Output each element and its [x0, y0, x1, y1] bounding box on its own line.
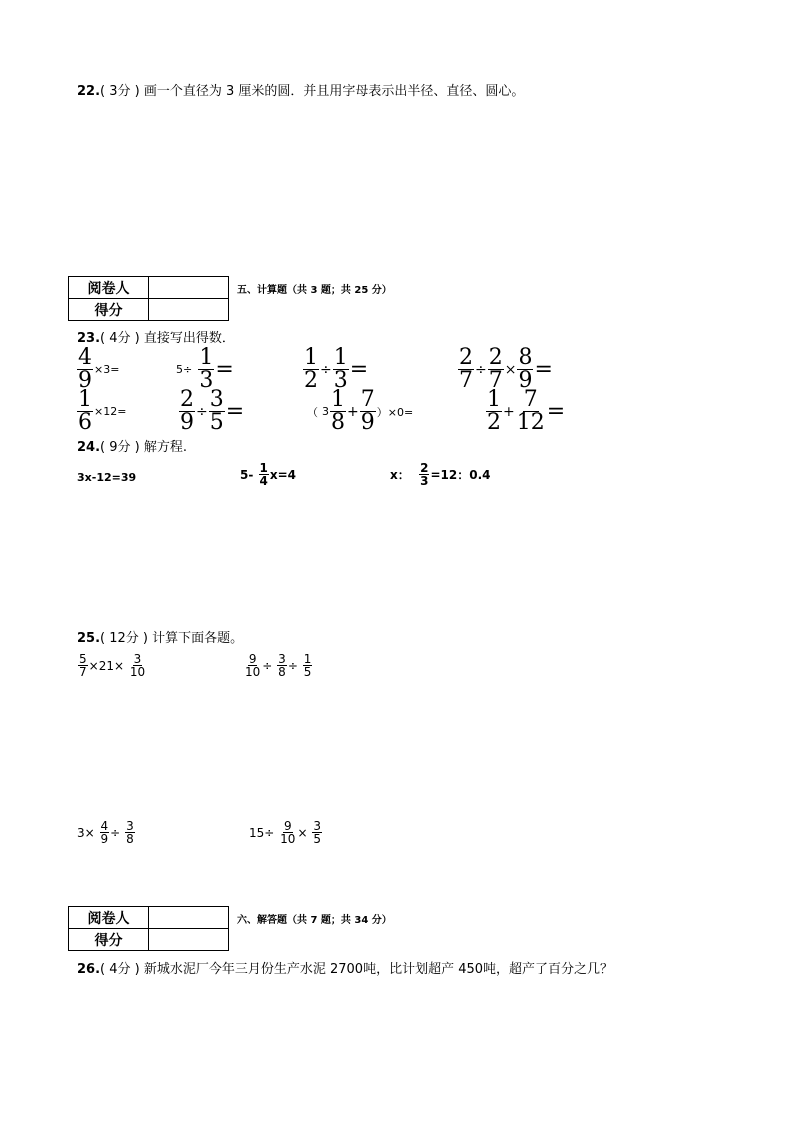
calc-item-a: $\frac{4}{9}$ ×3= [78, 345, 120, 393]
question-points: ( 4分 ) [100, 331, 140, 346]
score-cell [149, 929, 229, 951]
grader-table [68, 276, 229, 321]
calc-item-b: 5÷ $\frac{1}{3}$ = [176, 345, 234, 393]
calc-item-g: （ 3 $\frac{1}{8}$ + $\frac{7}{9}$ ）×0= [307, 387, 414, 435]
question-number: 24. [77, 440, 101, 455]
question-26 [77, 958, 613, 977]
question-points: ( 12分 ) [100, 631, 148, 646]
section-heading-5: 五、计算题（共 3 题；共 25 分） [237, 285, 392, 296]
reviewer-label: 阅卷人 [69, 907, 149, 929]
equation-1: 3x-12=39 [77, 471, 137, 484]
question-text: 解方程. [143, 440, 187, 455]
calc-problem-1: $\frac{5}{7}$ ×21× $\frac{3}{10}$ [79, 652, 146, 679]
calc-item-d: $\frac{2}{7}$ ÷ $\frac{2}{7}$ × $\frac{8}{9}$ = [459, 345, 553, 393]
score-cell [149, 299, 229, 321]
question-text: 直接写出得数． [143, 331, 235, 346]
question-23 [77, 327, 235, 346]
question-text: 画一个直径为 3 厘米的圆．并且用字母表示出半径、直径、圆心。 [143, 84, 525, 99]
calc-problem-2: $\frac{9}{10}$ ÷ $\frac{3}{8}$ ÷ $\frac{1}{5}$ [245, 652, 312, 679]
calc-item-c: $\frac{1}{2}$ ÷ $\frac{1}{3}$ = [304, 345, 369, 393]
calc-item-h: $\frac{1}{2}$ + $\frac{7}{12}$ = [487, 387, 566, 435]
score-label: 得分 [69, 299, 149, 321]
question-24 [77, 436, 187, 455]
question-text: 计算下面各题。 [152, 631, 244, 646]
calc-problem-4: 15÷ $\frac{9}{10}$ × $\frac{3}{5}$ [249, 819, 321, 846]
question-number: 26. [77, 962, 101, 977]
grader-table [68, 906, 229, 951]
calc-problem-3: 3× $\frac{4}{9}$ ÷ $\frac{3}{8}$ [77, 819, 134, 846]
equation-2: 5- $\frac{1}{4}$ x=4 [240, 461, 297, 488]
question-text: 新城水泥厂今年三月份生产水泥 2700吨，比计划超产 450吨，超产了百分之几？ [143, 962, 614, 977]
question-points: ( 4分 ) [100, 962, 140, 977]
question-number: 25. [77, 631, 101, 646]
question-25 [77, 627, 243, 646]
equation-3: x： $\frac{2}{3}$ =12：0.4 [390, 461, 491, 488]
question-number: 22. [77, 84, 101, 99]
reviewer-cell [149, 277, 229, 299]
question-points: ( 3分 ) [100, 84, 140, 99]
reviewer-cell [149, 907, 229, 929]
reviewer-label: 阅卷人 [69, 277, 149, 299]
question-22 [77, 80, 524, 99]
question-number: 23. [77, 331, 101, 346]
question-points: ( 9分 ) [100, 440, 140, 455]
calc-item-f: $\frac{2}{9}$ ÷ $\frac{3}{5}$ = [180, 387, 245, 435]
section-heading-6: 六、解答题（共 7 题；共 34 分） [237, 915, 392, 926]
calc-item-e: $\frac{1}{6}$ ×12= [78, 387, 127, 435]
score-label: 得分 [69, 929, 149, 951]
